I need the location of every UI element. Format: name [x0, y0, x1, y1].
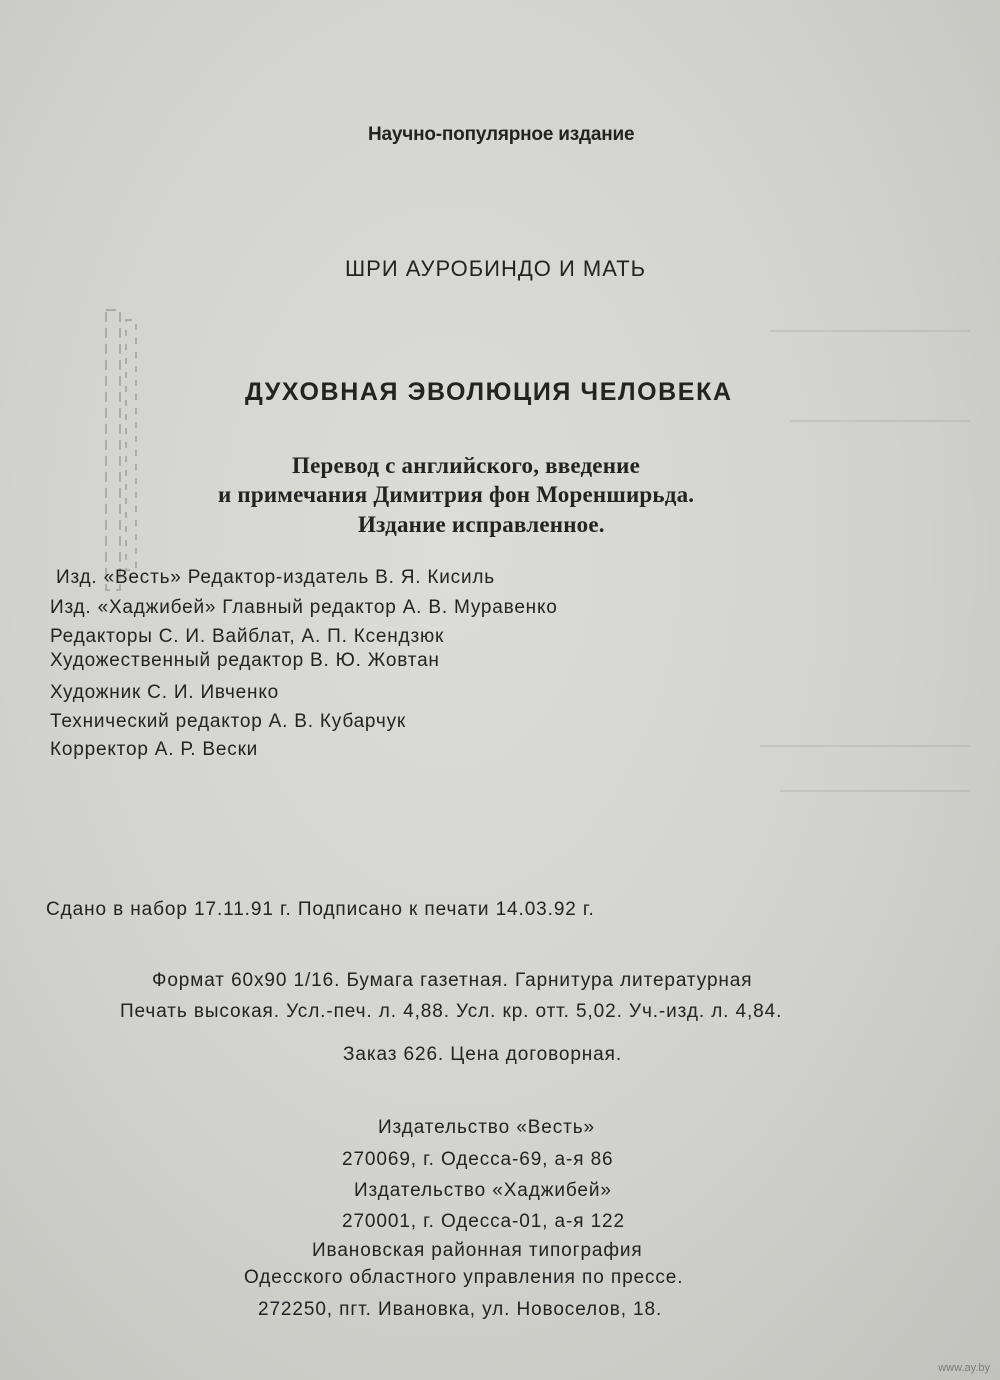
edition-type: Научно-популярное издание: [368, 124, 635, 145]
publisher-line: Ивановская районная типография: [312, 1240, 643, 1261]
publisher-line: 270069, г. Одесса-69, а-я 86: [342, 1149, 614, 1170]
credit-line: Художник С. И. Ивченко: [50, 682, 280, 703]
credit-line: Корректор А. Р. Вески: [50, 739, 259, 760]
credit-line: Редакторы С. И. Вайблат, А. П. Ксендзюк: [50, 626, 445, 647]
publisher-line: Издательство «Хаджибей»: [354, 1180, 612, 1201]
watermark: www.ay.by: [938, 1362, 990, 1374]
show-through-line: [790, 420, 970, 422]
show-through-line: [780, 790, 970, 792]
publisher-line: Издательство «Весть»: [378, 1117, 595, 1138]
print-dates: Сдано в набор 17.11.91 г. Подписано к печати 14.03.92 г.: [46, 899, 595, 920]
spec-line: Формат 60х90 1/16. Бумага газетная. Гарнитура литературная: [152, 970, 753, 991]
translation-line-3: Издание исправленное.: [358, 512, 605, 537]
show-through-line: [760, 745, 970, 747]
translation-line-1: Перевод с английского, введение: [292, 453, 641, 478]
credit-line: Изд. «Хаджибей» Главный редактор А. В. Муравенко: [50, 597, 558, 618]
credit-line: Изд. «Весть» Редактор-издатель В. Я. Кисиль: [56, 567, 495, 588]
book-title: ДУХОВНАЯ ЭВОЛЮЦИЯ ЧЕЛОВЕКА: [245, 378, 733, 406]
credit-line: Художественный редактор В. Ю. Жовтан: [50, 650, 440, 671]
spec-line: Печать высокая. Усл.-печ. л. 4,88. Усл. кр. отт. 5,02. Уч.-изд. л. 4,84.: [120, 1001, 783, 1022]
show-through-line: [770, 330, 970, 332]
faded-stamp-mark: [100, 300, 148, 600]
spec-line: Заказ 626. Цена договорная.: [343, 1044, 623, 1065]
credit-line: Технический редактор А. В. Кубарчук: [50, 711, 406, 732]
book-authors: ШРИ АУРОБИНДО И МАТЬ: [345, 256, 647, 281]
publisher-line: 272250, пгт. Ивановка, ул. Новоселов, 18.: [258, 1299, 663, 1320]
publisher-line: 270001, г. Одесса-01, а-я 122: [342, 1211, 625, 1232]
translation-line-2: и примечания Димитрия фон Моренширьда.: [218, 482, 695, 507]
publisher-line: Одесского областного управления по прессе.: [244, 1267, 684, 1288]
